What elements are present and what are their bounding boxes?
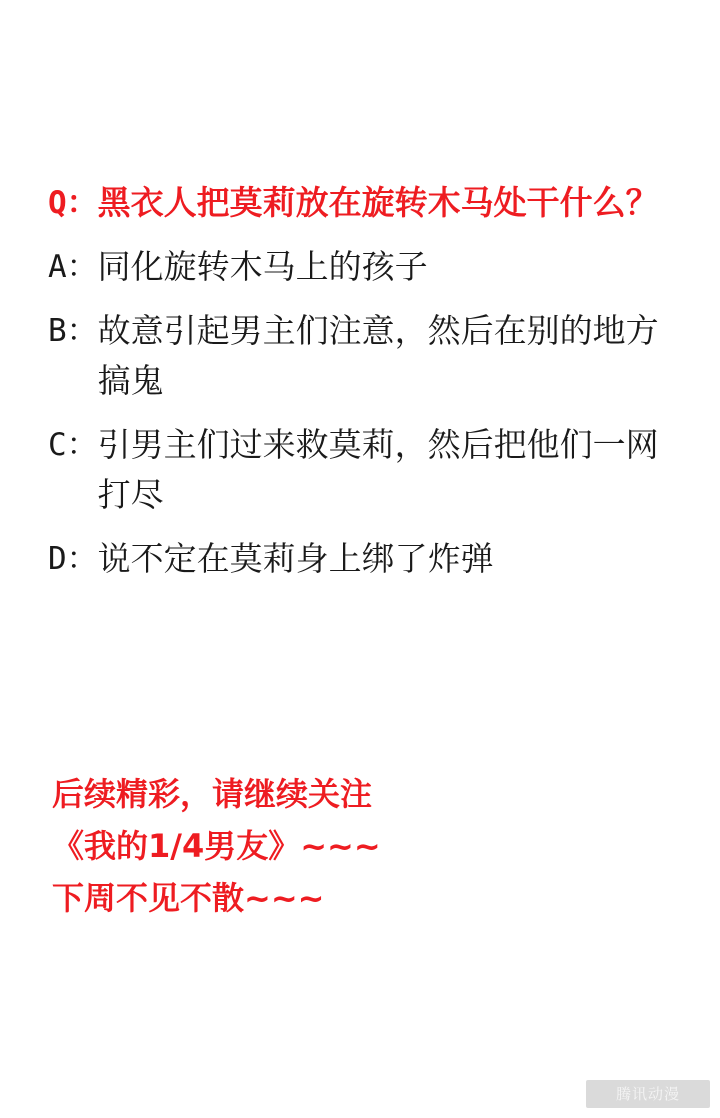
option-a-text: 同化旋转木马上的孩子: [97, 247, 428, 286]
option-c-text: 引男主们过来救莫莉，然后把他们一网打尽: [97, 425, 659, 514]
outro-line-3: 下周不见不散~~~: [52, 879, 325, 917]
quiz-option-b[interactable]: [48, 306, 688, 406]
outro-line-1: 后续精彩，请继续关注: [52, 775, 373, 813]
option-d-label: D：: [48, 541, 98, 577]
quiz-question: [48, 178, 688, 228]
quiz-option-d[interactable]: [48, 534, 688, 584]
quiz-option-c[interactable]: [48, 420, 688, 520]
quiz-block: [48, 178, 688, 598]
question-label: Q：: [48, 185, 98, 221]
quiz-option-a[interactable]: [48, 242, 688, 292]
option-b-text: 故意引起男主们注意，然后在别的地方搞鬼: [97, 311, 659, 400]
option-c-label: C：: [48, 427, 98, 463]
watermark: 腾讯动漫: [586, 1080, 710, 1108]
option-d-text: 说不定在莫莉身上绑了炸弹: [97, 539, 494, 578]
option-b-label: B：: [48, 313, 98, 349]
question-text: 黑衣人把莫莉放在旋转木马处干什么？: [97, 183, 659, 222]
option-a-label: A：: [48, 249, 98, 285]
outro-line-2: 《我的1/4男友》~~~: [52, 827, 381, 865]
outro-message: [52, 768, 672, 924]
